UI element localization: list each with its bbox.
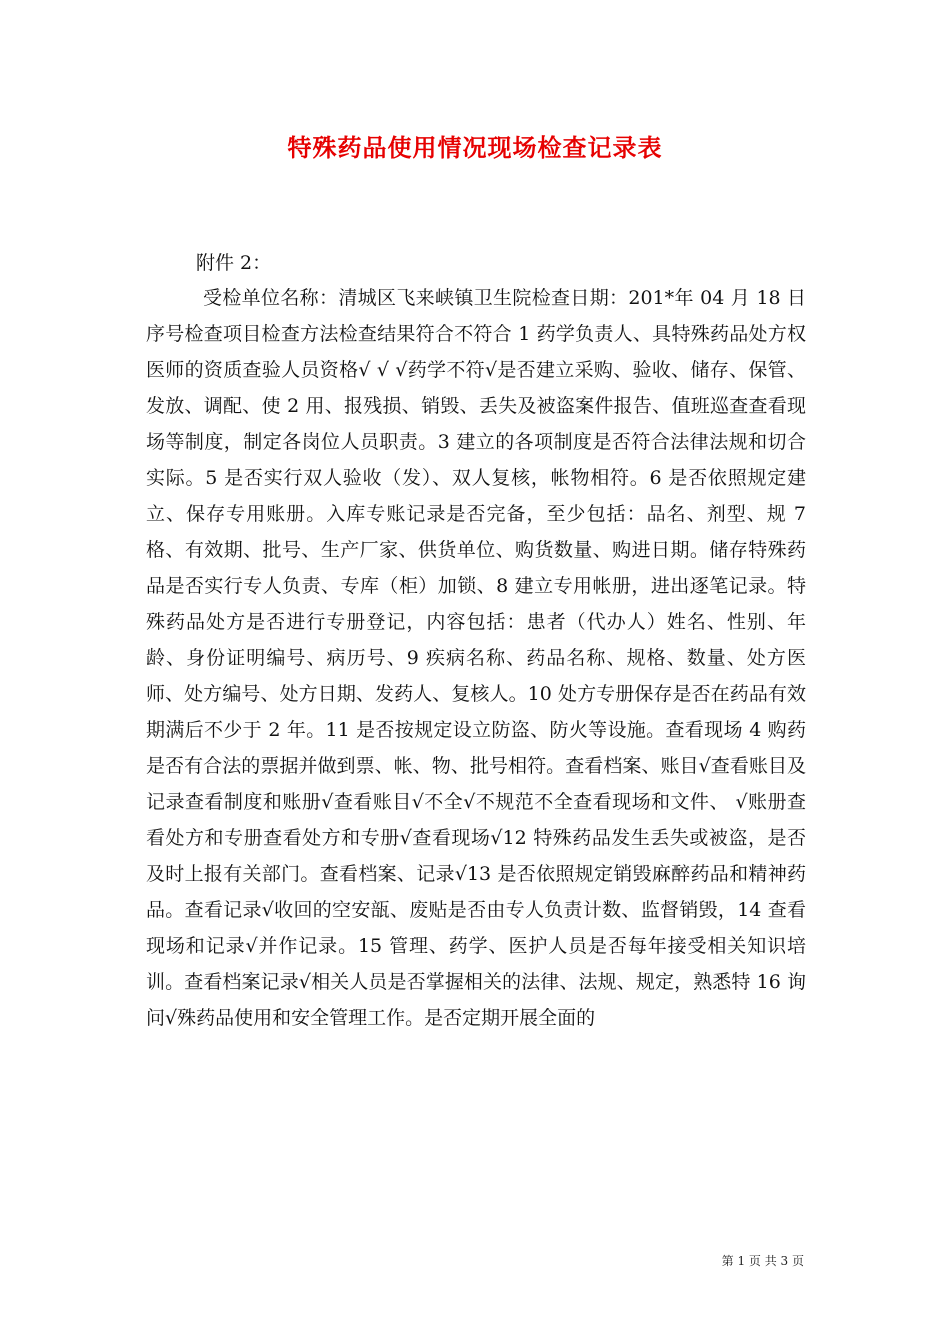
document-title: 特殊药品使用情况现场检查记录表 [287,133,663,162]
attachment-label: 附件 2： [196,252,272,274]
page-number: 第 1 页 共 3 页 [721,1254,804,1268]
body-paragraph: 受检单位名称：清城区飞来峡镇卫生院检查日期：201*年 04 月 18 日序号检查项目检查方法检查结果符合不符合 1 药学负责人、具特殊药品处方权医师的资质查验人员资格√ √ √药学不符√是否建立采购、验收、储存、保管、发放、调配、使 2 用、报残损、销毁、丢失及被盗案件报告、值班巡查查看现场等制度，制定各岗位人员职责。3 建立的各项制度是否符合法律法规和切合实际。5 是否实行双人验收（发）、双人复核，帐物相符。6 是否依照规定建立、保存专用账册。入库专账记录是否完备，至少包括：品名、剂型、规 7 格、有效期、批号、生产厂家、供货单位、购货数量、购进日期。储存特殊药品是否实行专人负责、专库（柜）加锁、8 建立专用帐册，进出逐笔记录。特殊药品处方是否进行专册登记，内容包括：患者（代办人）姓名、性别、年龄、身份证明编号、病历号、9 疾病名称、药品名称、规格、数量、处方医师、处方编号、处方日期、发药人、复核人。10 处方专册保存是否在药品有效期满后不少于 2 年。11 是否按规定设立防盗、防火等设施。查看现场 4 购药是否有合法的票据并做到票、帐、物、批号相符。查看档案、账目√查看账目及记录查看制度和账册√查看账目√不全√不规范不全查看现场和文件、 √账册查看处方和专册查看处方和专册√查看现场√12 特殊药品发生丢失或被盗，是否及时上报有关部门。查看档案、记录√13 是否依照规定销毁麻醉药品和精神药品。查看记录√收回的空安瓿、废贴是否由专人负责计数、监督销毁，14 查看现场和记录√并作记录。15 管理、药学、医护人员是否每年接受相关知识培训。查看档案记录√相关人员是否掌握相关的法律、法规、规定，熟悉特 16 询问√殊药品使用和安全管理工作。是否定期开展全面的 [146,287,806,1029]
